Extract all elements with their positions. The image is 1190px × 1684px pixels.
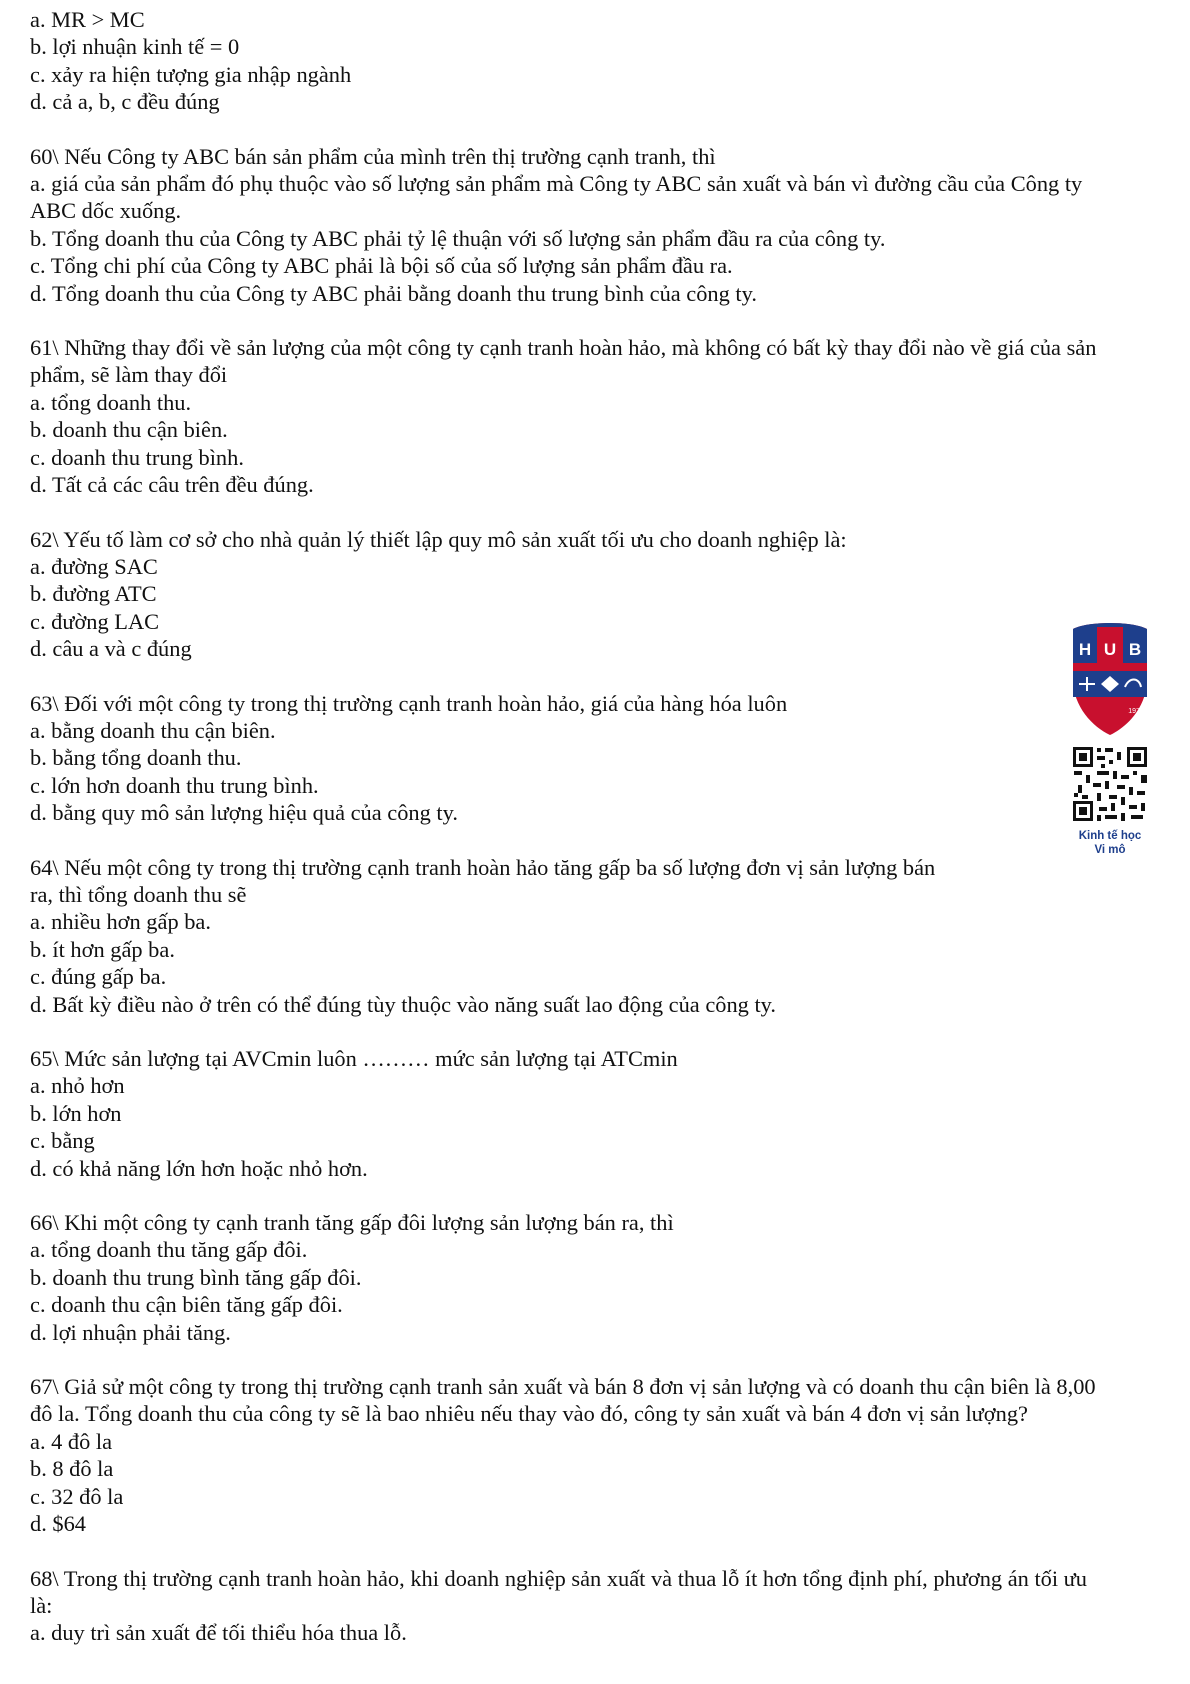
answer-option-line: b. đường ATC: [30, 581, 157, 607]
answer-option-line: a. bằng doanh thu cận biên.: [30, 717, 276, 743]
question-block: [30, 143, 1175, 307]
answer-option: [30, 1264, 1175, 1291]
answer-option-line: d. câu a và c đúng: [30, 636, 192, 662]
answer-option-line: b. doanh thu trung bình tăng gấp đôi.: [30, 1264, 362, 1290]
answer-option-line: d. Tổng doanh thu của Công ty ABC phải bằng doanh thu trung bình của công ty.: [30, 280, 757, 306]
answer-option: [30, 1072, 1175, 1099]
answer-option: [30, 1510, 1175, 1537]
logo-caption-2: Vi mô: [1094, 844, 1126, 856]
answer-option: [30, 608, 1175, 635]
shield: [1073, 623, 1147, 735]
answer-option: [30, 1483, 1175, 1510]
question-text: 67\ Giả sử một công ty trong thị trường cạnh tranh sản xuất và bán 8 đơn vị sản lượng và có doanh thu cận biên là 8,00: [30, 1374, 1096, 1400]
answer-option-line: d. lợi nhuận phải tăng.: [30, 1319, 231, 1345]
answer-option: [30, 908, 1175, 935]
answer-option-line: c. doanh thu cận biên tăng gấp đôi.: [30, 1292, 343, 1318]
answer-option: [30, 389, 1175, 416]
answer-option-line: b. lớn hơn: [30, 1100, 122, 1126]
answer-option: [30, 799, 1175, 826]
answer-option-line: a. tổng doanh thu tăng gấp đôi.: [30, 1237, 308, 1263]
logo-block: [1050, 619, 1170, 857]
question-text: 64\ Nếu một công ty trong thị trường cạnh tranh hoàn hảo tăng gấp ba số lượng đơn vị sản lượng bán: [30, 854, 936, 880]
answer-option: [30, 1155, 1175, 1182]
answer-option: [30, 1319, 1175, 1346]
question-text: 68\ Trong thị trường cạnh tranh hoàn hảo, khi doanh nghiệp sản xuất và thua lỗ ít hơn tổng định phí, phương án tối ưu: [30, 1565, 1088, 1591]
answer-option: [30, 744, 1175, 771]
answer-option: [30, 580, 1175, 607]
answer-option: [30, 416, 1175, 443]
answer-option-line: a. nhiều hơn gấp ba.: [30, 909, 211, 935]
answer-option-line: c. bằng: [30, 1128, 95, 1154]
answer-option-line: b. bằng tổng doanh thu.: [30, 745, 242, 771]
hub-logo: [1067, 619, 1153, 737]
question-text: phẩm, sẽ làm thay đổi: [30, 362, 228, 388]
answer-option: [30, 280, 1175, 307]
question-text: đô la. Tổng doanh thu của công ty sẽ là bao nhiêu nếu thay vào đó, công ty sản xuất và bán 4 đơn vị sản lượng?: [30, 1401, 1028, 1427]
answer-option-line: c. doanh thu trung bình.: [30, 444, 244, 470]
answer-option: [30, 1291, 1175, 1318]
answer-option-line: a. giá của sản phẩm đó phụ thuộc vào số lượng sản phẩm mà Công ty ABC sản xuất và bán vì đường cầu của Công ty: [30, 171, 1083, 197]
question-block: [30, 1373, 1175, 1537]
question-text: 66\ Khi một công ty cạnh tranh tăng gấp đôi lượng sản lượng bán ra, thì: [30, 1210, 674, 1236]
document-body: [30, 6, 1175, 1647]
answer-option: [30, 471, 1175, 498]
question-block: [30, 526, 1175, 663]
answer-option: [30, 963, 1175, 990]
answer-option-line: b. doanh thu cận biên.: [30, 417, 228, 443]
answer-option-line: d. $64: [30, 1511, 86, 1537]
question-text: 61\ Những thay đổi về sản lượng của một công ty cạnh tranh hoàn hảo, mà không có bất kỳ thay đổi nào về giá của sản: [30, 335, 1097, 361]
answer-option-line: a. tổng doanh thu.: [30, 389, 192, 415]
question-block: [30, 854, 1175, 1018]
answer-option-line: b. 8 đô la: [30, 1456, 114, 1482]
answer-option-line: d. Bất kỳ điều nào ở trên có thể đúng tùy thuộc vào năng suất lao động của công ty.: [30, 991, 776, 1017]
answer-option: [30, 170, 1175, 225]
answer-option: a. MR > MC: [30, 7, 145, 32]
svg-text:U: U: [1103, 640, 1117, 659]
answer-option-line: c. lớn hơn doanh thu trung bình.: [30, 772, 319, 798]
answer-option: [30, 1455, 1175, 1482]
answer-option: [30, 635, 1175, 662]
previous-question-options: [30, 6, 1175, 116]
question-block: [30, 690, 1175, 827]
question-block: [30, 334, 1175, 498]
answer-option-line: d. bằng quy mô sản lượng hiệu quả của công ty.: [30, 800, 458, 826]
answer-option-line: a. đường SAC: [30, 553, 158, 579]
answer-option-line: b. Tổng doanh thu của Công ty ABC phải tỷ lệ thuận với số lượng sản phẩm đầu ra của công ty.: [30, 225, 886, 251]
answer-option: [30, 772, 1175, 799]
logo-caption-1: Kinh tế học: [1078, 830, 1142, 842]
answer-option: d. cả a, b, c đều đúng: [30, 89, 220, 115]
answer-option-line: c. đúng gấp ba.: [30, 964, 167, 990]
answer-option: b. lợi nhuận kinh tế = 0: [30, 34, 240, 60]
svg-text:B: B: [1128, 640, 1142, 659]
question-text: 62\ Yếu tố làm cơ sở cho nhà quản lý thiết lập quy mô sản xuất tối ưu cho doanh nghiệp là:: [30, 526, 847, 552]
question-block: [30, 1565, 1175, 1647]
answer-option: [30, 717, 1175, 744]
answer-option-line: c. Tổng chi phí của Công ty ABC phải là bội số của số lượng sản phẩm đầu ra.: [30, 253, 733, 279]
answer-option-line: c. 32 đô la: [30, 1483, 124, 1509]
answer-option: [30, 936, 1175, 963]
answer-option-line: a. 4 đô la: [30, 1428, 113, 1454]
svg-text:H: H: [1078, 640, 1092, 659]
svg-text:1976: 1976: [1128, 708, 1144, 715]
answer-option: [30, 1100, 1175, 1127]
question-text: 60\ Nếu Công ty ABC bán sản phẩm của mình trên thị trường cạnh tranh, thì: [30, 143, 716, 169]
answer-option: [30, 444, 1175, 471]
answer-option-line: a. duy trì sản xuất để tối thiểu hóa thua lỗ.: [30, 1620, 407, 1646]
answer-option: [30, 991, 1175, 1018]
answer-option-line: ABC dốc xuống.: [30, 198, 182, 224]
answer-option-line: b. ít hơn gấp ba.: [30, 936, 175, 962]
answer-option: [30, 1428, 1175, 1455]
answer-option-line: d. có khả năng lớn hơn hoặc nhỏ hơn.: [30, 1155, 368, 1181]
question-text: là:: [30, 1592, 53, 1618]
answer-option-line: c. đường LAC: [30, 608, 160, 634]
answer-option: [30, 1619, 1175, 1646]
question-text: 63\ Đối với một công ty trong thị trường cạnh tranh hoàn hảo, giá của hàng hóa luôn: [30, 690, 788, 716]
answer-option: c. xảy ra hiện tượng gia nhập ngành: [30, 61, 352, 87]
question-block: [30, 1045, 1175, 1182]
answer-option: [30, 1236, 1175, 1263]
qr-code: [1071, 745, 1149, 823]
answer-option-line: d. Tất cả các câu trên đều đúng.: [30, 472, 314, 498]
answer-option: [30, 225, 1175, 252]
answer-option: [30, 553, 1175, 580]
answer-option: [30, 252, 1175, 279]
question-text: ra, thì tổng doanh thu sẽ: [30, 881, 247, 907]
question-block: [30, 1209, 1175, 1346]
question-text: 65\ Mức sản lượng tại AVCmin luôn ……… mức sản lượng tại ATCmin: [30, 1046, 678, 1071]
answer-option-line: a. nhỏ hơn: [30, 1073, 125, 1099]
answer-option: [30, 1127, 1175, 1154]
